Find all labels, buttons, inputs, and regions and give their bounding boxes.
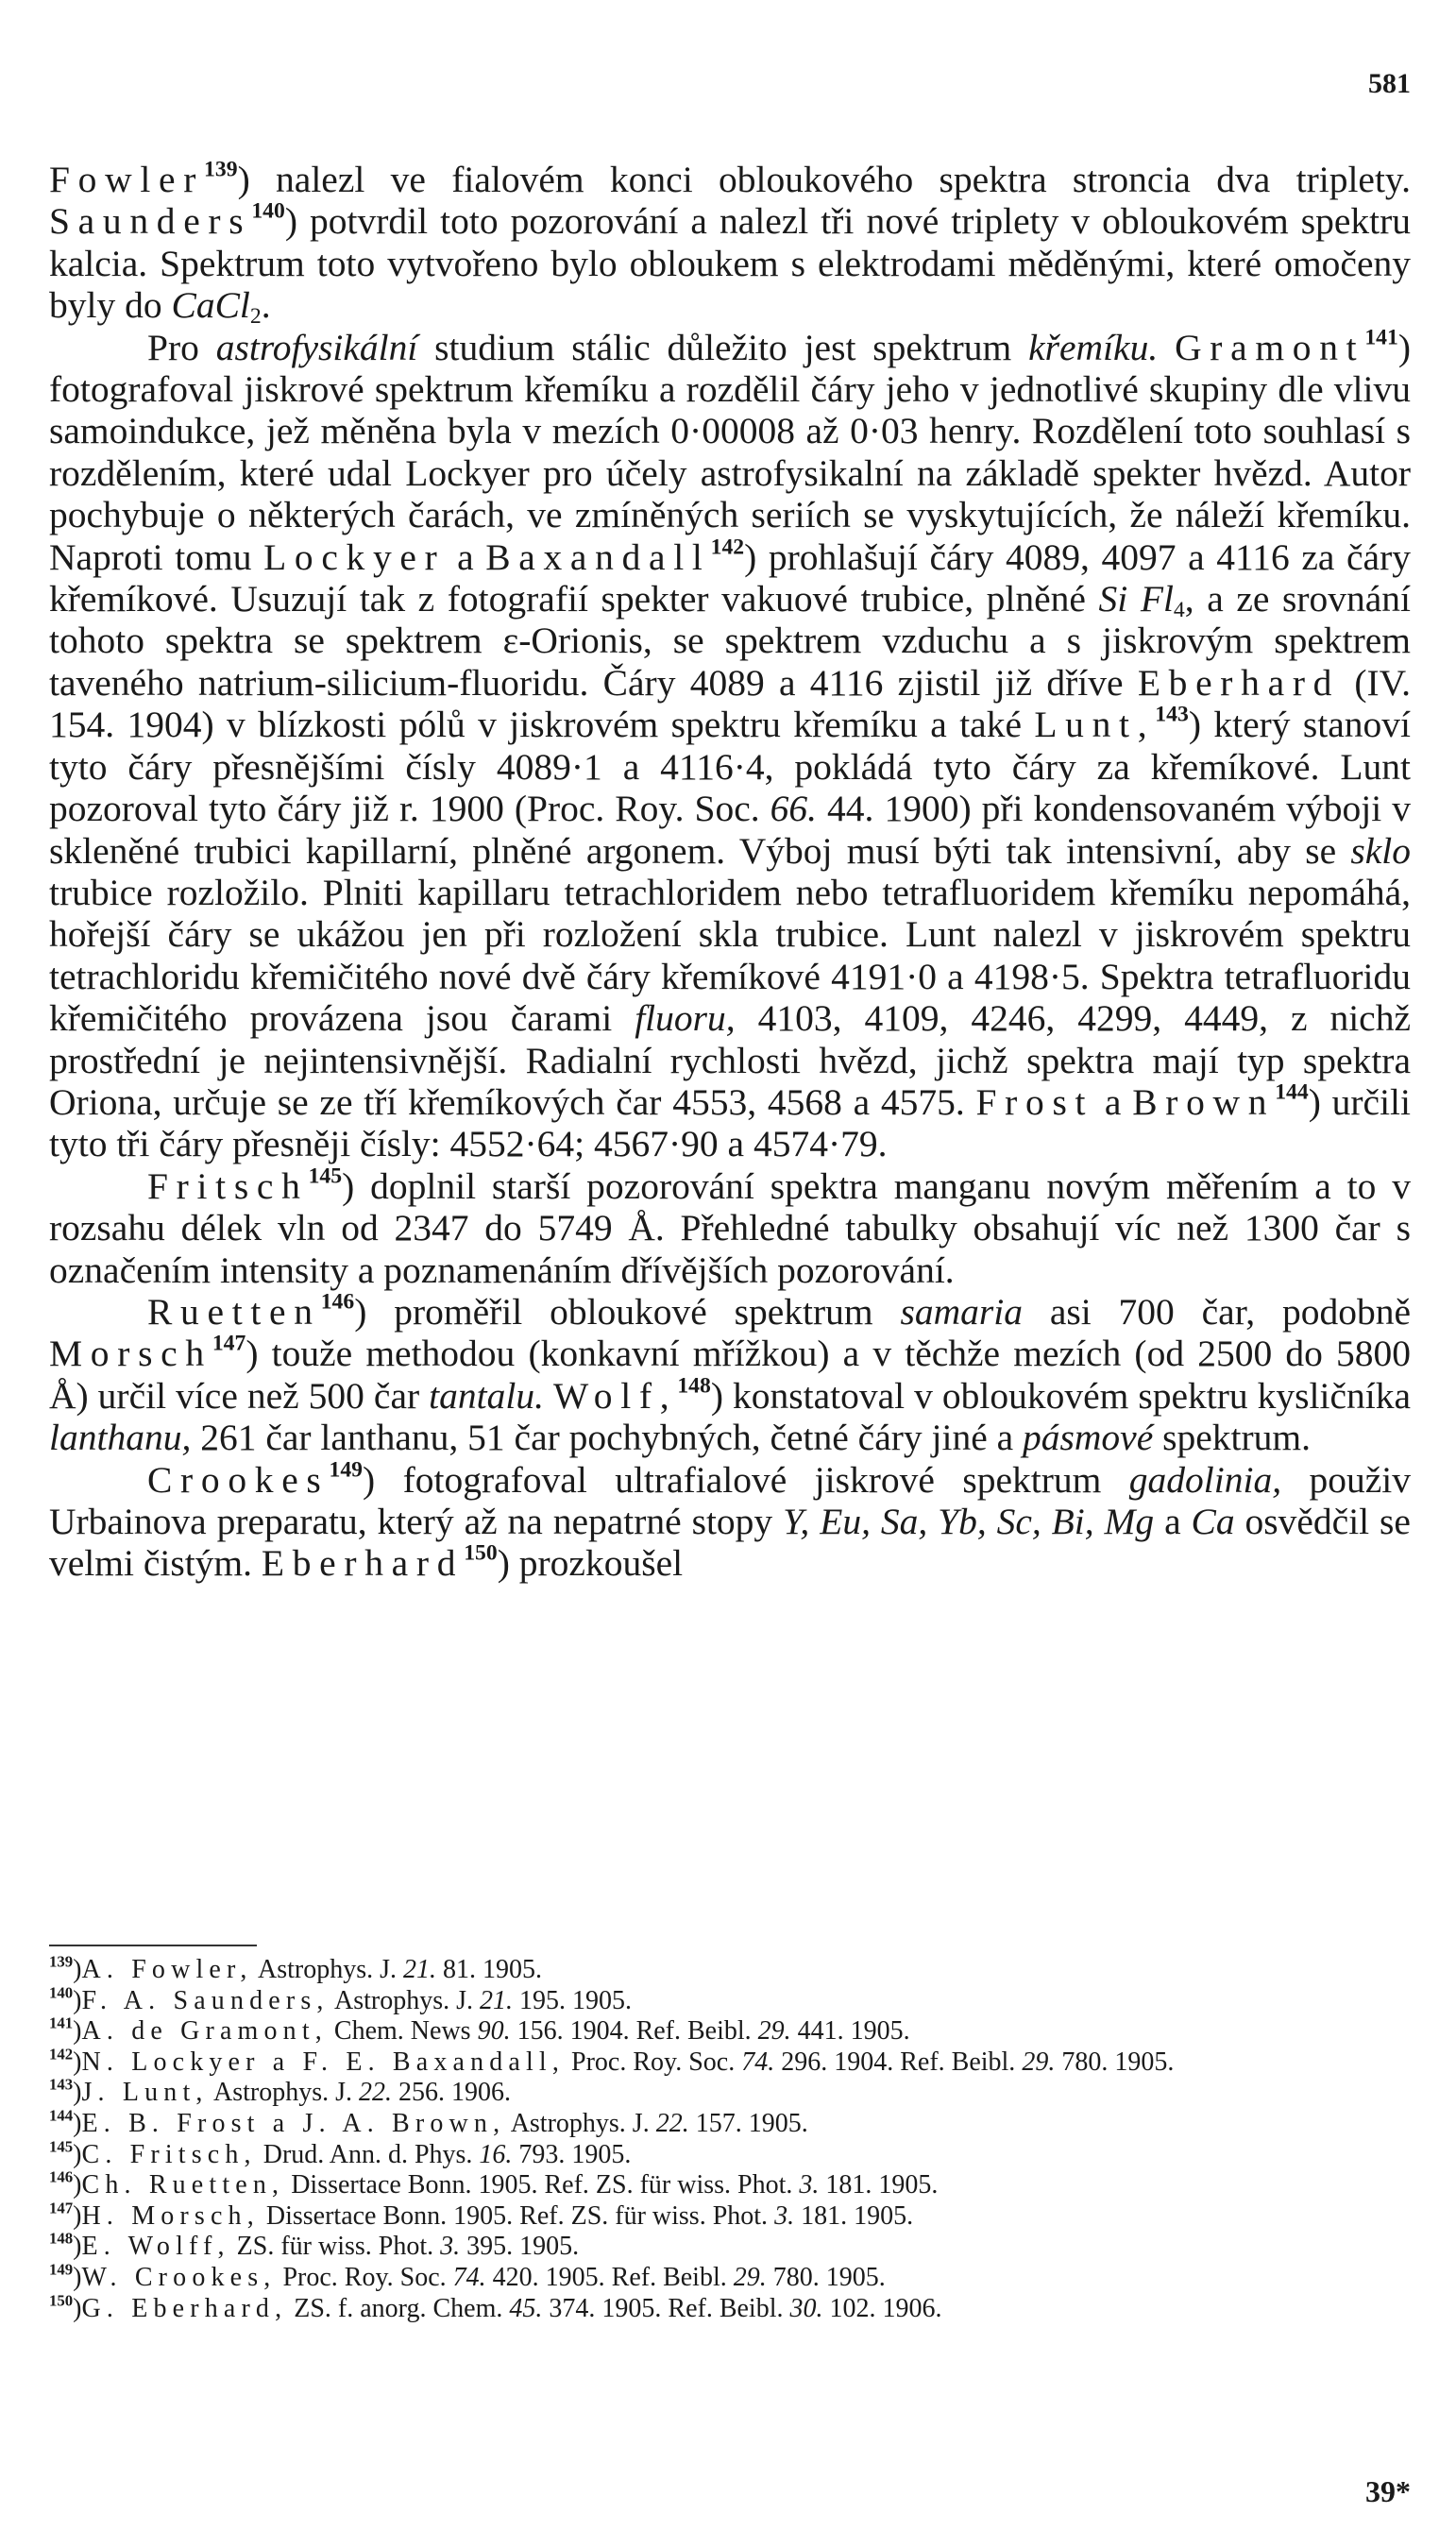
formula-subscript: 2 [249, 304, 262, 330]
text-run: ) doplnil starší pozorování spektra manganu novým měřením a to v rozsahu délek vln od 2347 do 5749 Å. Přehledné tabulky obsahují víc než 1300 čar s označením intensity a poznamenáním dřívějších pozorování. [49, 1164, 1411, 1291]
element-symbols: Y, Eu, Sa, Yb, Sc, Bi, Mg [783, 1501, 1155, 1542]
footnote-source: ZS. f. anorg. Chem. [287, 2293, 510, 2323]
text-run: ) fotografoval ultrafialové jiskrové spektrum [363, 1458, 1129, 1501]
footnote-source: Chem. News [327, 2016, 478, 2047]
author-name: Crookes [147, 1458, 330, 1501]
footnote-pages: 156. 1904. Ref. Beibl. [510, 2016, 758, 2047]
text-run [544, 1375, 553, 1417]
footnote-ref: 150 [464, 1540, 498, 1566]
footnote-volume: 3. [440, 2232, 461, 2262]
footnote-number: $^{145}$) [49, 2136, 82, 2169]
footnote-number: $^{141}$) [49, 2013, 82, 2047]
chemical-formula: CaCl [171, 284, 250, 327]
author-name: Gramont [1175, 326, 1365, 368]
footnote-volume: 45. [509, 2293, 543, 2323]
footnote-ref: 141 [1364, 325, 1398, 350]
author-name: Brown [1132, 1080, 1276, 1123]
footnote-pages: 181. 1905. [794, 2200, 914, 2231]
footnote-number: $^{146}$) [49, 2167, 82, 2200]
author-name: Baxandall [485, 535, 711, 578]
emphasis: tantalu. [429, 1374, 544, 1417]
text-run: ) určili tyto tři čáry přesněji čísly: 4552·64; 4567·90 a 4574·79. [49, 1080, 1411, 1165]
footnote-marker: 143 [49, 2075, 74, 2094]
footnote-separator [49, 1945, 257, 1946]
footnote-139 [49, 1952, 1411, 1986]
footnote-145 [49, 2136, 1411, 2171]
text-run: trubice rozložilo. Plniti kapillaru tetrachloridem nebo tetrafluoridem křemíku nepomáhá, hořejší čáry se ukážou jen při rozložení skla trubice. Lunt nalezl v jiskrovém spektru tetrachloridu křemičitého nové dvě čáry křemíkové 4191·0 a 4198·5. Spektra tetrafluoridu křemičitého provázena jsou čarami [49, 871, 1411, 1040]
text-run: a [1154, 1501, 1192, 1542]
footnote-author: Ch. Ruetten, [81, 2170, 285, 2200]
footnote-volume: 3. [774, 2200, 795, 2231]
text-run: . [261, 284, 271, 327]
text-run: ) touže methodou (konkavní mřížkou) a v těchže mezích (od 2500 do 5800 Å) určil více než 500 čar [49, 1333, 1411, 1417]
footnote-author: A. de Gramont, [81, 2016, 328, 2047]
author-name: Frost [975, 1080, 1094, 1123]
footnote-source: Astrophys. J. [505, 2108, 656, 2138]
footnote-volume: 29. [733, 2262, 767, 2292]
footnote-source: Drud. Ann. d. Phys. [256, 2139, 480, 2169]
text-run: ) nalezl ve fialovém konci obloukového spektra stroncia dva triplety. [237, 159, 1411, 200]
author-name: Wolf, [553, 1374, 678, 1417]
footnote-144 [49, 2106, 1411, 2140]
footnote-author: G. Eberhard, [81, 2293, 288, 2323]
footnote-ref: 142 [710, 535, 745, 560]
text-run: použiv Urbainova preparatu, který až na nepatrné stopy [49, 1458, 1411, 1542]
footnote-ref: 139 [204, 157, 238, 182]
text-run: 4103, 4109, 4246, 4299, 4449, z nichž prostřední je nejintensivnější. Radialní rychlosti hvězd, jichž spektra mají typ spektra Oriona, určuje se ze tří křemíkových čar 4553, 4568 a 4575. [49, 997, 1411, 1123]
paragraph-ruetten [49, 1291, 1411, 1459]
body-text [49, 159, 1411, 1585]
footnote-146 [49, 2167, 1411, 2201]
footnote-volume: 90. [477, 2016, 511, 2047]
footnote-pages: 256. 1906. [392, 2078, 512, 2108]
footnote-pages: 181. 1905. [819, 2170, 939, 2200]
footnote-pages: 420. 1905. Ref. Beibl. [485, 2262, 734, 2292]
footnote-author: F. A. Saunders, [81, 1985, 330, 2015]
footnote-volume: 16. [479, 2139, 513, 2169]
footnote-volume: 21. [480, 1985, 514, 2015]
footnote-number: $^{147}$) [49, 2199, 82, 2231]
footnote-marker: 142 [49, 2045, 74, 2064]
footnote-source: Astrophys. J. [208, 2078, 360, 2108]
footnote-author: E. B. Frost a J. A. Brown, [81, 2108, 506, 2138]
author-name: Lunt, [1034, 704, 1156, 746]
footnote-pages: 780. 1905. [1055, 2047, 1175, 2077]
footnote-volume: 74. [452, 2262, 486, 2292]
footnote-marker: 149 [49, 2260, 74, 2279]
emphasis: křemíku. [1028, 326, 1159, 368]
sheet-signature: 39* [1365, 2474, 1411, 2508]
footnote-marker: 150 [49, 2290, 74, 2309]
emphasis: gadolinia, [1128, 1458, 1282, 1501]
footnote-marker: 146 [49, 2167, 74, 2186]
element-symbols: Ca [1191, 1501, 1235, 1542]
paragraph-fowler [49, 157, 1411, 330]
footnote-pages: 102. 1906. [822, 2293, 942, 2323]
footnote-ref: 147 [212, 1331, 246, 1356]
author-name: Fowler [49, 159, 205, 200]
text-run: 261 čar lanthanu, 51 čar pochybných, četné čáry jiné a [191, 1417, 1024, 1459]
text-run: ) prohlašují čáry 4089, 4097 a 4116 za čáry křemíkové. Usuzují tak z fotografií spekter vakuové trubice, plněné [49, 535, 1411, 620]
text-run: asi 700 čar, podobně [1023, 1290, 1411, 1333]
footnotes [49, 1952, 1411, 2324]
footnote-pages: 780. 1905. [766, 2262, 886, 2292]
footnote-143 [49, 2075, 1411, 2109]
footnote-source: ZS. für wiss. Phot. [229, 2232, 441, 2262]
footnote-volume: 29. [757, 2016, 791, 2047]
footnote-149 [49, 2260, 1411, 2294]
author-name: Morsch [49, 1333, 212, 1375]
emphasis: sklo [1350, 829, 1411, 872]
footnote-number: $^{144}$) [49, 2106, 82, 2138]
text-run: a [1093, 1080, 1133, 1123]
footnote-volume: 22. [655, 2108, 689, 2138]
text-run: Pro [147, 326, 216, 368]
text-run: ) konstatoval v obloukovém spektru kysličníka [710, 1374, 1412, 1417]
footnote-number: $^{139}$) [49, 1952, 82, 1984]
footnote-author: C. Fritsch, [81, 2139, 257, 2169]
emphasis: lanthanu, [49, 1417, 192, 1459]
footnote-number: $^{149}$) [49, 2260, 82, 2292]
footnote-pages: 374. 1905. Ref. Beibl. [542, 2293, 790, 2323]
footnote-author: E. Wolff, [81, 2232, 230, 2262]
footnote-147 [49, 2201, 1411, 2233]
author-name: Saunders [49, 200, 252, 243]
footnote-source: Astrophys. J. [329, 1985, 481, 2015]
text-run: ) prozkoušel [497, 1542, 684, 1585]
footnote-142 [49, 2047, 1411, 2079]
footnote-marker: 148 [49, 2229, 74, 2248]
footnote-marker: 141 [49, 2013, 74, 2032]
footnote-ref: 143 [1155, 702, 1189, 727]
footnote-pages: 441. 1905. [790, 2016, 910, 2047]
footnote-source: Dissertace Bonn. 1905. Ref. ZS. für wiss. Phot. [259, 2200, 775, 2231]
footnote-author: N. Lockyer a F. E. Baxandall, [81, 2047, 566, 2077]
footnote-marker: 145 [49, 2136, 74, 2155]
footnote-number: $^{143}$) [49, 2075, 82, 2108]
footnote-number: $^{142}$) [49, 2045, 82, 2077]
footnote-source: Dissertace Bonn. 1905. Ref. ZS. für wiss. Phot. [284, 2170, 800, 2200]
footnote-author: J. Lunt, [81, 2078, 209, 2108]
footnote-source: Astrophys. J. [252, 1955, 403, 1984]
footnote-150 [49, 2290, 1411, 2325]
footnote-author: A. Fowler, [81, 1955, 253, 1984]
footnote-number: $^{140}$) [49, 1982, 82, 2015]
footnote-ref: 145 [308, 1164, 343, 1189]
footnote-volume: 21. [403, 1955, 436, 1984]
volume-number: 66. [770, 788, 818, 830]
footnote-pages: 157. 1905. [688, 2108, 808, 2138]
paragraph-fritsch [49, 1165, 1411, 1291]
text-run: ) který stanoví tyto čáry přesnějšími čísly 4089·1 a 4116·4, pokládá tyto čáry za křemíkové. Lunt pozoroval tyto čáry již r. 1900 (Proc. Roy. Soc. [49, 704, 1411, 830]
author-name: Eberhard [1137, 661, 1341, 704]
footnote-140 [49, 1982, 1411, 2017]
footnote-author: W. Crookes, [81, 2262, 277, 2292]
text-run [1158, 327, 1175, 368]
footnote-141 [49, 2013, 1411, 2047]
footnote-volume: 74. [741, 2047, 775, 2077]
footnote-volume: 30. [789, 2293, 823, 2323]
text-run: studium stálic důležito jest spektrum [417, 326, 1029, 368]
footnote-148 [49, 2229, 1411, 2263]
text-run: , a ze srovnání tohoto spektra se spektrem ε-Orionis, se spektrem vzduchu a s jiskrovým spektrem taveného natrium-silicium-fluoridu. Čáry 4089 a 4116 zjistil již dříve [49, 578, 1411, 704]
author-name: Fritsch [147, 1164, 309, 1207]
footnote-marker: 139 [49, 1952, 74, 1971]
footnote-number: $^{150}$) [49, 2290, 82, 2323]
formula-subscript: 4 [1173, 597, 1185, 622]
text-run: ) fotografoval jiskrové spektrum křemíku a rozdělil čáry jeho v jednotlivé skupiny dle vlivu samoindukce, jež měněna byla v mezích 0·00008 až 0·03 henry. Rozdělení toto souhlasí s rozdělením, které udal Lockyer pro účely astrofysikalní na základě spekter hvězd. Autor pochybuje o některých čarách, ve zmíněných seriích se vyskytujících, že náleží křemíku. Naproti tomu [49, 326, 1411, 578]
emphasis: pásmové [1023, 1417, 1154, 1459]
footnote-volume: 22. [359, 2078, 393, 2108]
text-run: 44. 1900) při kondensovaném výboji v skleněné trubici kapillarní, plněné argonem. Výboj musí býti tak intensivní, aby se [49, 788, 1411, 872]
chemical-formula: Si Fl [1098, 578, 1174, 620]
footnote-source: Proc. Roy. Soc. [276, 2262, 453, 2292]
footnote-pages: 395. 1905. [460, 2232, 580, 2262]
text-run: ) potvrdil toto pozorování a nalezl tři nové triplety v obloukovém spektru kalcia. Spektrum toto vytvořeno bylo obloukem s elektrodami měděnými, které omočeny byly do [49, 200, 1411, 327]
text-run: ) proměřil obloukové spektrum [354, 1290, 901, 1333]
author-name: Eberhard [261, 1542, 465, 1585]
footnote-author: H. Morsch, [81, 2200, 260, 2231]
emphasis: fluoru, [635, 997, 736, 1040]
text-run: (IV. 154. 1904) v blízkosti pólů v jiskrovém spektru křemíku a také [49, 661, 1411, 746]
footnote-marker: 144 [49, 2106, 74, 2125]
page-number: 581 [1368, 68, 1411, 99]
footnote-ref: 144 [1275, 1079, 1309, 1105]
footnote-marker: 140 [49, 1982, 74, 2001]
emphasis: astrofysikální [215, 326, 418, 368]
author-name: Ruetten [147, 1290, 321, 1333]
footnote-ref: 140 [251, 198, 285, 224]
footnote-marker: 147 [49, 2199, 74, 2217]
footnote-ref: 149 [329, 1457, 364, 1483]
footnote-ref: 146 [320, 1289, 355, 1315]
footnote-volume: 29. [1022, 2047, 1056, 2077]
footnote-number: $^{148}$) [49, 2229, 82, 2262]
author-name: Lockyer [263, 535, 446, 578]
footnote-source: Proc. Roy. Soc. [565, 2047, 742, 2077]
paragraph-crookes [49, 1459, 1411, 1585]
emphasis: samaria [900, 1290, 1023, 1333]
footnote-pages: 793. 1905. [512, 2139, 632, 2169]
text-run: a [445, 535, 486, 578]
text-run: spektrum. [1153, 1417, 1312, 1459]
footnote-pages: 195. 1905. [513, 1985, 633, 2015]
text-run: osvědčil se velmi čistým. [49, 1501, 1411, 1585]
paragraph-silicon [49, 327, 1411, 1165]
footnote-pages: 296. 1904. Ref. Beibl. [774, 2047, 1023, 2077]
footnote-volume: 3. [799, 2170, 820, 2200]
footnote-pages: 81. 1905. [436, 1955, 542, 1984]
footnote-ref: 148 [677, 1373, 711, 1399]
